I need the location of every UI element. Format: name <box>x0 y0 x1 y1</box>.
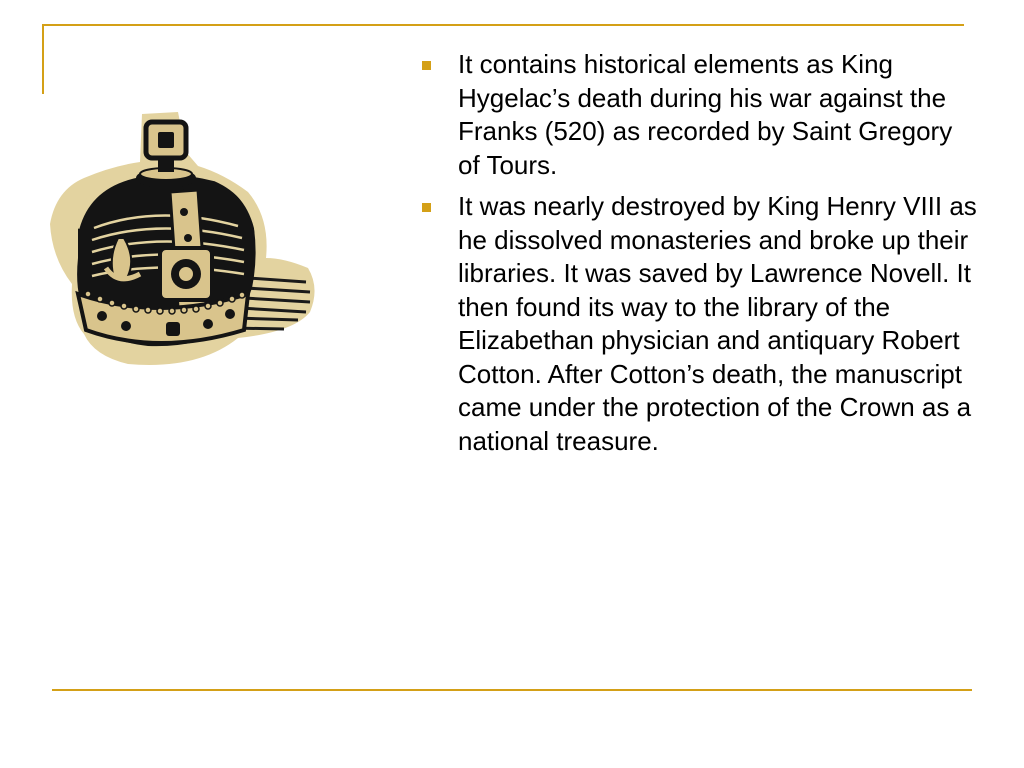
bottom-rule <box>52 689 972 691</box>
bullet-marker-icon <box>422 203 431 212</box>
crown-icon <box>48 108 320 370</box>
bullet-item <box>420 190 980 458</box>
bullet-list <box>420 48 980 458</box>
bullet-text: It was nearly destroyed by King Henry VIII as he dissolved monasteries and broke up their libraries. It was saved by Lawrence Novell. It then found its way to the library of the Elizabethan physician and antiquary Robert Cotton. After Cotton’s death, the manuscript came under the protection of the Crown as a national treasure. <box>458 191 977 456</box>
bullet-marker-icon <box>422 61 431 70</box>
bullet-item <box>420 48 980 182</box>
left-rule <box>42 24 44 94</box>
top-rule <box>42 24 964 26</box>
bullet-text: It contains historical elements as King Hygelac’s death during his war against the Franks (520) as recorded by Saint Gregory of Tours. <box>458 49 953 180</box>
bullet-content <box>420 48 980 466</box>
